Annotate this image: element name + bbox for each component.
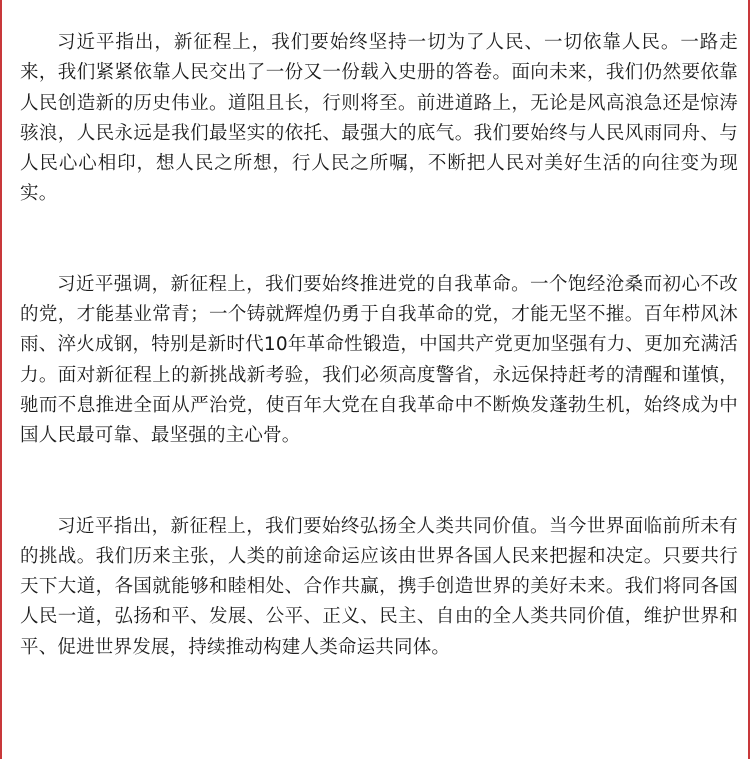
paragraph-common-values: 习近平指出，新征程上，我们要始终弘扬全人类共同价值。当今世界面临前所未有的挑战。我们历来主张，人类的前途命运应该由世界各国人民来把握和决定。只要共行天下大道，各国就能够和睦相处、合作共赢，携手创造世界的美好未来。我们将同各国人民一道，弘扬和平、发展、公平、正义、民主、自由的全人类共同价值，维护世界和平、促进世界发展，持续推动构建人类命运共同体。: [20, 515, 738, 658]
article-body: [20, 28, 738, 663]
paragraph-self-revolution: 习近平强调，新征程上，我们要始终推进党的自我革命。一个饱经沧桑而初心不改的党，才能基业常青；一个铸就辉煌仍勇于自我革命的党，才能无坚不摧。百年栉风沐雨、淬火成钢，特别是新时代10年革命性锻造，中国共产党更加坚强有力、更加充满活力。面对新征程上的新挑战新考验，我们必须高度警省，永远保持赶考的清醒和谨慎，驰而不息推进全面从严治党，使百年大党在自我革命中不断焕发蓬勃生机，始终成为中国人民最可靠、最坚强的主心骨。: [20, 273, 738, 447]
paragraph-people: 习近平指出，新征程上，我们要始终坚持一切为了人民、一切依靠人民。一路走来，我们紧紧依靠人民交出了一份又一份载入史册的答卷。面向未来，我们仍然要依靠人民创造新的历史伟业。道阻且长，行则将至。前进道路上，无论是风高浪急还是惊涛骇浪，人民永远是我们最坚实的依托、最强大的底气。我们要始终与人民风雨同舟、与人民心心相印，想人民之所想，行人民之所嘱，不断把人民对美好生活的向往变为现实。: [20, 32, 738, 205]
